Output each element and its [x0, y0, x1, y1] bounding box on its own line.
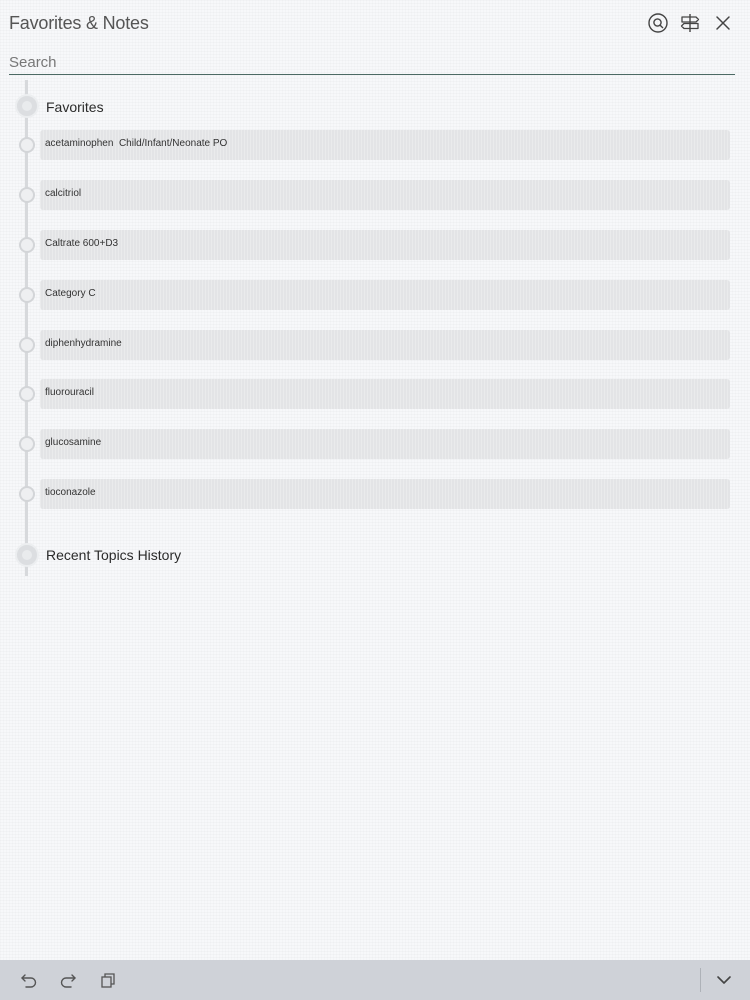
chevron-down-icon[interactable]	[714, 970, 734, 990]
favorite-item-label: Caltrate 600+D3	[45, 238, 119, 249]
list-item	[0, 429, 750, 459]
header	[0, 0, 750, 48]
list-item-dot-icon	[19, 187, 35, 203]
history-node-icon	[15, 543, 39, 567]
undo-icon[interactable]	[19, 970, 39, 990]
favorite-item-button[interactable]	[40, 230, 730, 260]
search-input[interactable]	[9, 52, 735, 72]
copy-icon[interactable]	[98, 970, 118, 990]
favorite-item-button[interactable]	[40, 280, 730, 310]
list-item-dot-icon	[19, 287, 35, 303]
list-item	[0, 280, 750, 310]
favorite-item-label: tioconazole	[45, 487, 96, 498]
list-item	[0, 379, 750, 409]
favorite-item-button[interactable]	[40, 479, 730, 509]
list-item-dot-icon	[19, 237, 35, 253]
search-circle-icon[interactable]	[647, 12, 669, 34]
list-item-dot-icon	[19, 337, 35, 353]
list-item	[0, 180, 750, 210]
list-item-dot-icon	[19, 386, 35, 402]
favorite-item-label: calcitriol	[45, 188, 82, 199]
favorite-item-label: Category C	[45, 288, 96, 299]
favorite-item-label: acetaminophen Child/Infant/Neonate PO	[45, 138, 228, 149]
list-item	[0, 330, 750, 360]
favorite-item-button[interactable]	[40, 379, 730, 409]
favorites-section-title: Favorites	[46, 99, 104, 115]
history-section-title[interactable]: Recent Topics History	[46, 547, 182, 563]
page-title: Favorites & Notes	[9, 13, 149, 33]
favorite-item-button[interactable]	[40, 130, 730, 160]
favorite-item-button[interactable]	[40, 330, 730, 360]
signpost-icon[interactable]	[679, 12, 701, 34]
list-item	[0, 130, 750, 160]
favorites-node-icon	[15, 94, 39, 118]
list-item-dot-icon	[19, 137, 35, 153]
favorite-item-label: glucosamine	[45, 437, 102, 448]
favorite-item-label: fluorouracil	[45, 387, 94, 398]
list-item	[0, 230, 750, 260]
favorite-item-button[interactable]	[40, 429, 730, 459]
list-item-dot-icon	[19, 486, 35, 502]
list-item	[0, 479, 750, 509]
toolbar-divider	[700, 968, 701, 992]
search-field-container	[9, 52, 735, 75]
close-icon[interactable]	[712, 12, 734, 34]
bottom-toolbar	[0, 960, 750, 1000]
redo-icon[interactable]	[58, 970, 78, 990]
favorite-item-label: diphenhydramine	[45, 338, 122, 349]
favorite-item-button[interactable]	[40, 180, 730, 210]
list-item-dot-icon	[19, 436, 35, 452]
